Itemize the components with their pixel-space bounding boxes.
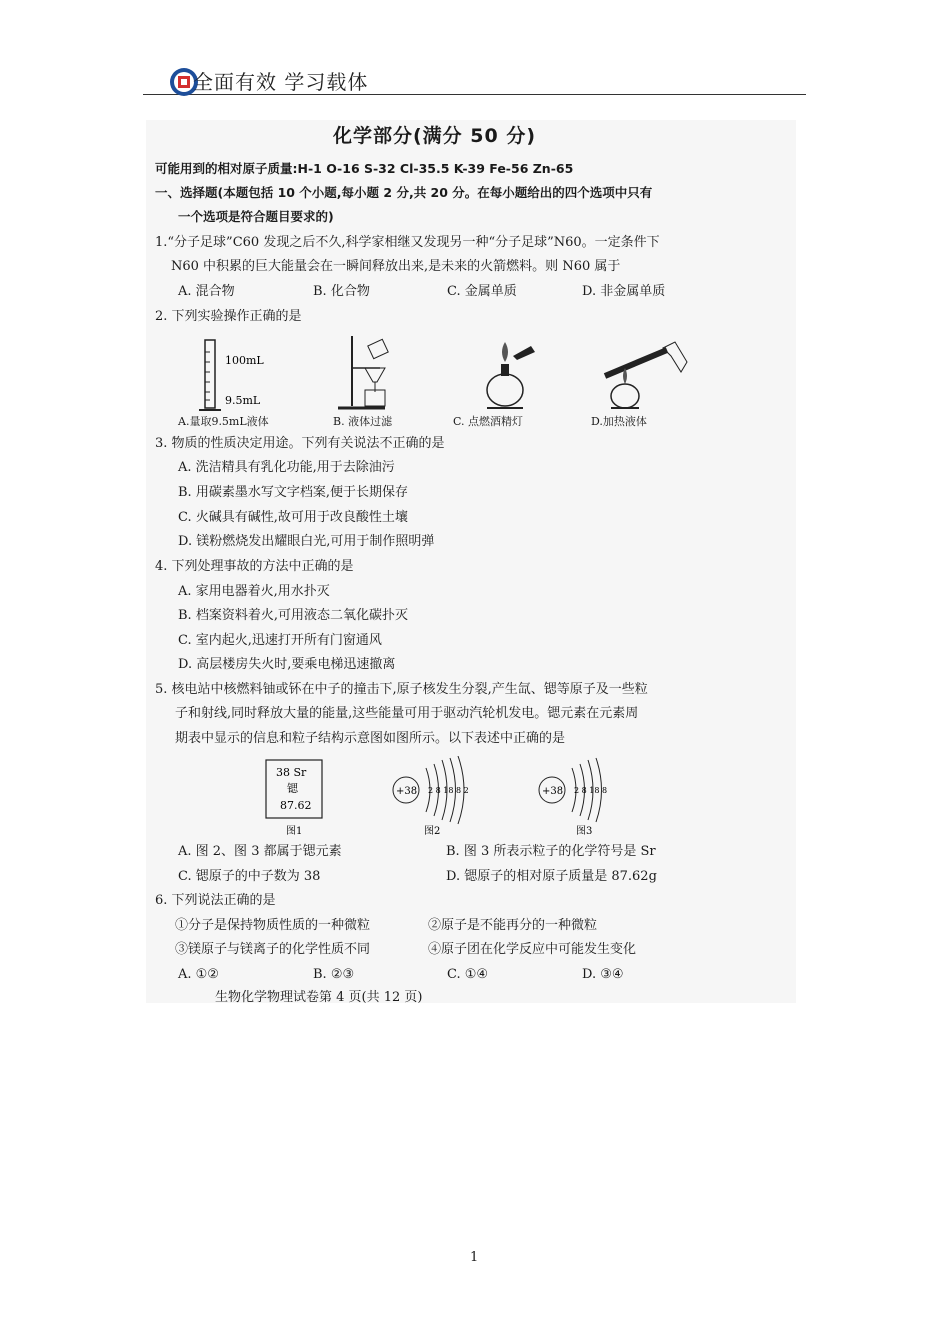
page-title: 化学部分(满分 50 分) <box>333 125 537 147</box>
q1-option-c: C. 金属单质 <box>447 284 517 299</box>
q3-option-c: C. 火碱具有碱性,故可用于改良酸性土壤 <box>178 510 408 525</box>
shells-label-3: 2 8 18 8 <box>574 786 608 795</box>
q1-option-b: B. 化合物 <box>313 284 370 299</box>
q2-option-c: C. 点燃酒精灯 <box>453 415 524 428</box>
q5-stem-line3: 期表中显示的信息和粒子结构示意图如图所示。以下表述中正确的是 <box>175 731 566 746</box>
q6-stem: 6. 下列说法正确的是 <box>155 893 276 908</box>
q1-stem-line1: 1.“分子足球”C60 发现之后不久,科学家相继又发现另一种“分子足球”N60。一定条件下 <box>155 235 660 250</box>
q1-option-a: A. 混合物 <box>178 284 235 299</box>
q5-option-c: C. 锶原子的中子数为 38 <box>178 869 321 884</box>
q4-option-d: D. 高层楼房失火时,要乘电梯迅速撤离 <box>178 657 396 672</box>
shells-label-2: 2 8 18 8 2 <box>428 786 469 795</box>
cell-element-name: 锶 <box>287 782 298 795</box>
q2-stem: 2. 下列实验操作正确的是 <box>155 309 302 324</box>
exam-footer: 生物化学物理试卷第 4 页(共 12 页) <box>215 990 423 1005</box>
cell-number-symbol: 38 Sr <box>276 766 307 779</box>
q5-option-b: B. 图 3 所表示粒子的化学符号是 Sr <box>446 844 656 859</box>
cylinder-bottom-label: 9.5mL <box>225 394 261 407</box>
section1-line2: 一个选项是符合题目要求的) <box>178 209 334 224</box>
q1-stem-line2: N60 中积累的巨大能量会在一瞬间释放出来,是未来的火箭燃料。则 N60 属于 <box>171 259 621 274</box>
q6-option-c: C. ①④ <box>447 967 489 982</box>
q2-option-b: B. 液体过滤 <box>333 415 393 428</box>
q1-option-d: D. 非金属单质 <box>582 284 666 299</box>
q3-stem: 3. 物质的性质决定用途。下列有关说法不正确的是 <box>155 436 445 451</box>
q6-statement-4: ④原子团在化学反应中可能发生变化 <box>428 942 637 957</box>
periodic-table-cell <box>266 760 322 818</box>
q4-option-c: C. 室内起火,迅速打开所有门窗通风 <box>178 633 382 648</box>
atom-structure-diagram-2 <box>393 756 469 824</box>
q2-option-d: D.加热液体 <box>591 415 647 428</box>
q2-illustrations <box>175 332 715 414</box>
atomic-masses: 可能用到的相对原子质量:H-1 O-16 S-32 Cl-35.5 K-39 Fe-56 Zn-65 <box>155 161 574 176</box>
fig3-caption: 图3 <box>576 826 593 837</box>
q6-option-a: A. ①② <box>178 967 219 982</box>
q6-statement-1: ①分子是保持物质性质的一种微粒 <box>175 918 371 933</box>
filtration-apparatus-icon <box>338 336 388 408</box>
q6-option-d: D. ③④ <box>582 967 624 982</box>
nucleus-label-2: +38 <box>396 786 418 797</box>
q6-statement-3: ③镁原子与镁离子的化学性质不同 <box>175 942 371 957</box>
q4-option-a: A. 家用电器着火,用水扑灭 <box>178 584 330 599</box>
q5-stem-line1: 5. 核电站中核燃料铀或钚在中子的撞击下,原子核发生分裂,产生氙、锶等原子及一些粒 <box>155 682 648 697</box>
brand-text: 全面有效 学习载体 <box>193 70 369 94</box>
heating-liquid-icon <box>605 342 687 408</box>
page-number: 1 <box>470 1250 479 1265</box>
ion-structure-diagram-3 <box>539 758 607 822</box>
q5-figures <box>260 756 620 840</box>
q5-option-d: D. 锶原子的相对原子质量是 87.62g <box>446 869 657 884</box>
fig1-caption: 图1 <box>286 826 303 837</box>
q6-option-b: B. ②③ <box>313 967 355 982</box>
q2-option-a: A.量取9.5mL液体 <box>178 415 269 428</box>
q3-option-b: B. 用碳素墨水写文字档案,便于长期保存 <box>178 485 408 500</box>
q4-stem: 4. 下列处理事故的方法中正确的是 <box>155 559 354 574</box>
q5-stem-line2: 子和射线,同时释放大量的能量,这些能量可用于驱动汽轮机发电。锶元素在元素周 <box>175 706 639 721</box>
nucleus-label-3: +38 <box>542 786 564 797</box>
q3-option-d: D. 镁粉燃烧发出耀眼白光,可用于制作照明弹 <box>178 534 435 549</box>
cell-atomic-mass: 87.62 <box>280 799 312 812</box>
q5-option-a: A. 图 2、图 3 都属于锶元素 <box>178 844 342 859</box>
page-header <box>143 62 806 95</box>
fig2-caption: 图2 <box>424 826 441 837</box>
q3-option-a: A. 洗洁精具有乳化功能,用于去除油污 <box>178 460 395 475</box>
q6-statement-2: ②原子是不能再分的一种微粒 <box>428 918 598 933</box>
alcohol-lamp-lighting-icon <box>487 342 535 408</box>
graduated-cylinder-icon <box>199 340 264 410</box>
section1-line1: 一、选择题(本题包括 10 个小题,每小题 2 分,共 20 分。在每小题给出的四个选项中只有 <box>155 185 653 200</box>
q4-option-b: B. 档案资料着火,可用液态二氧化碳扑灭 <box>178 608 408 623</box>
cylinder-top-label: 100mL <box>225 354 264 367</box>
